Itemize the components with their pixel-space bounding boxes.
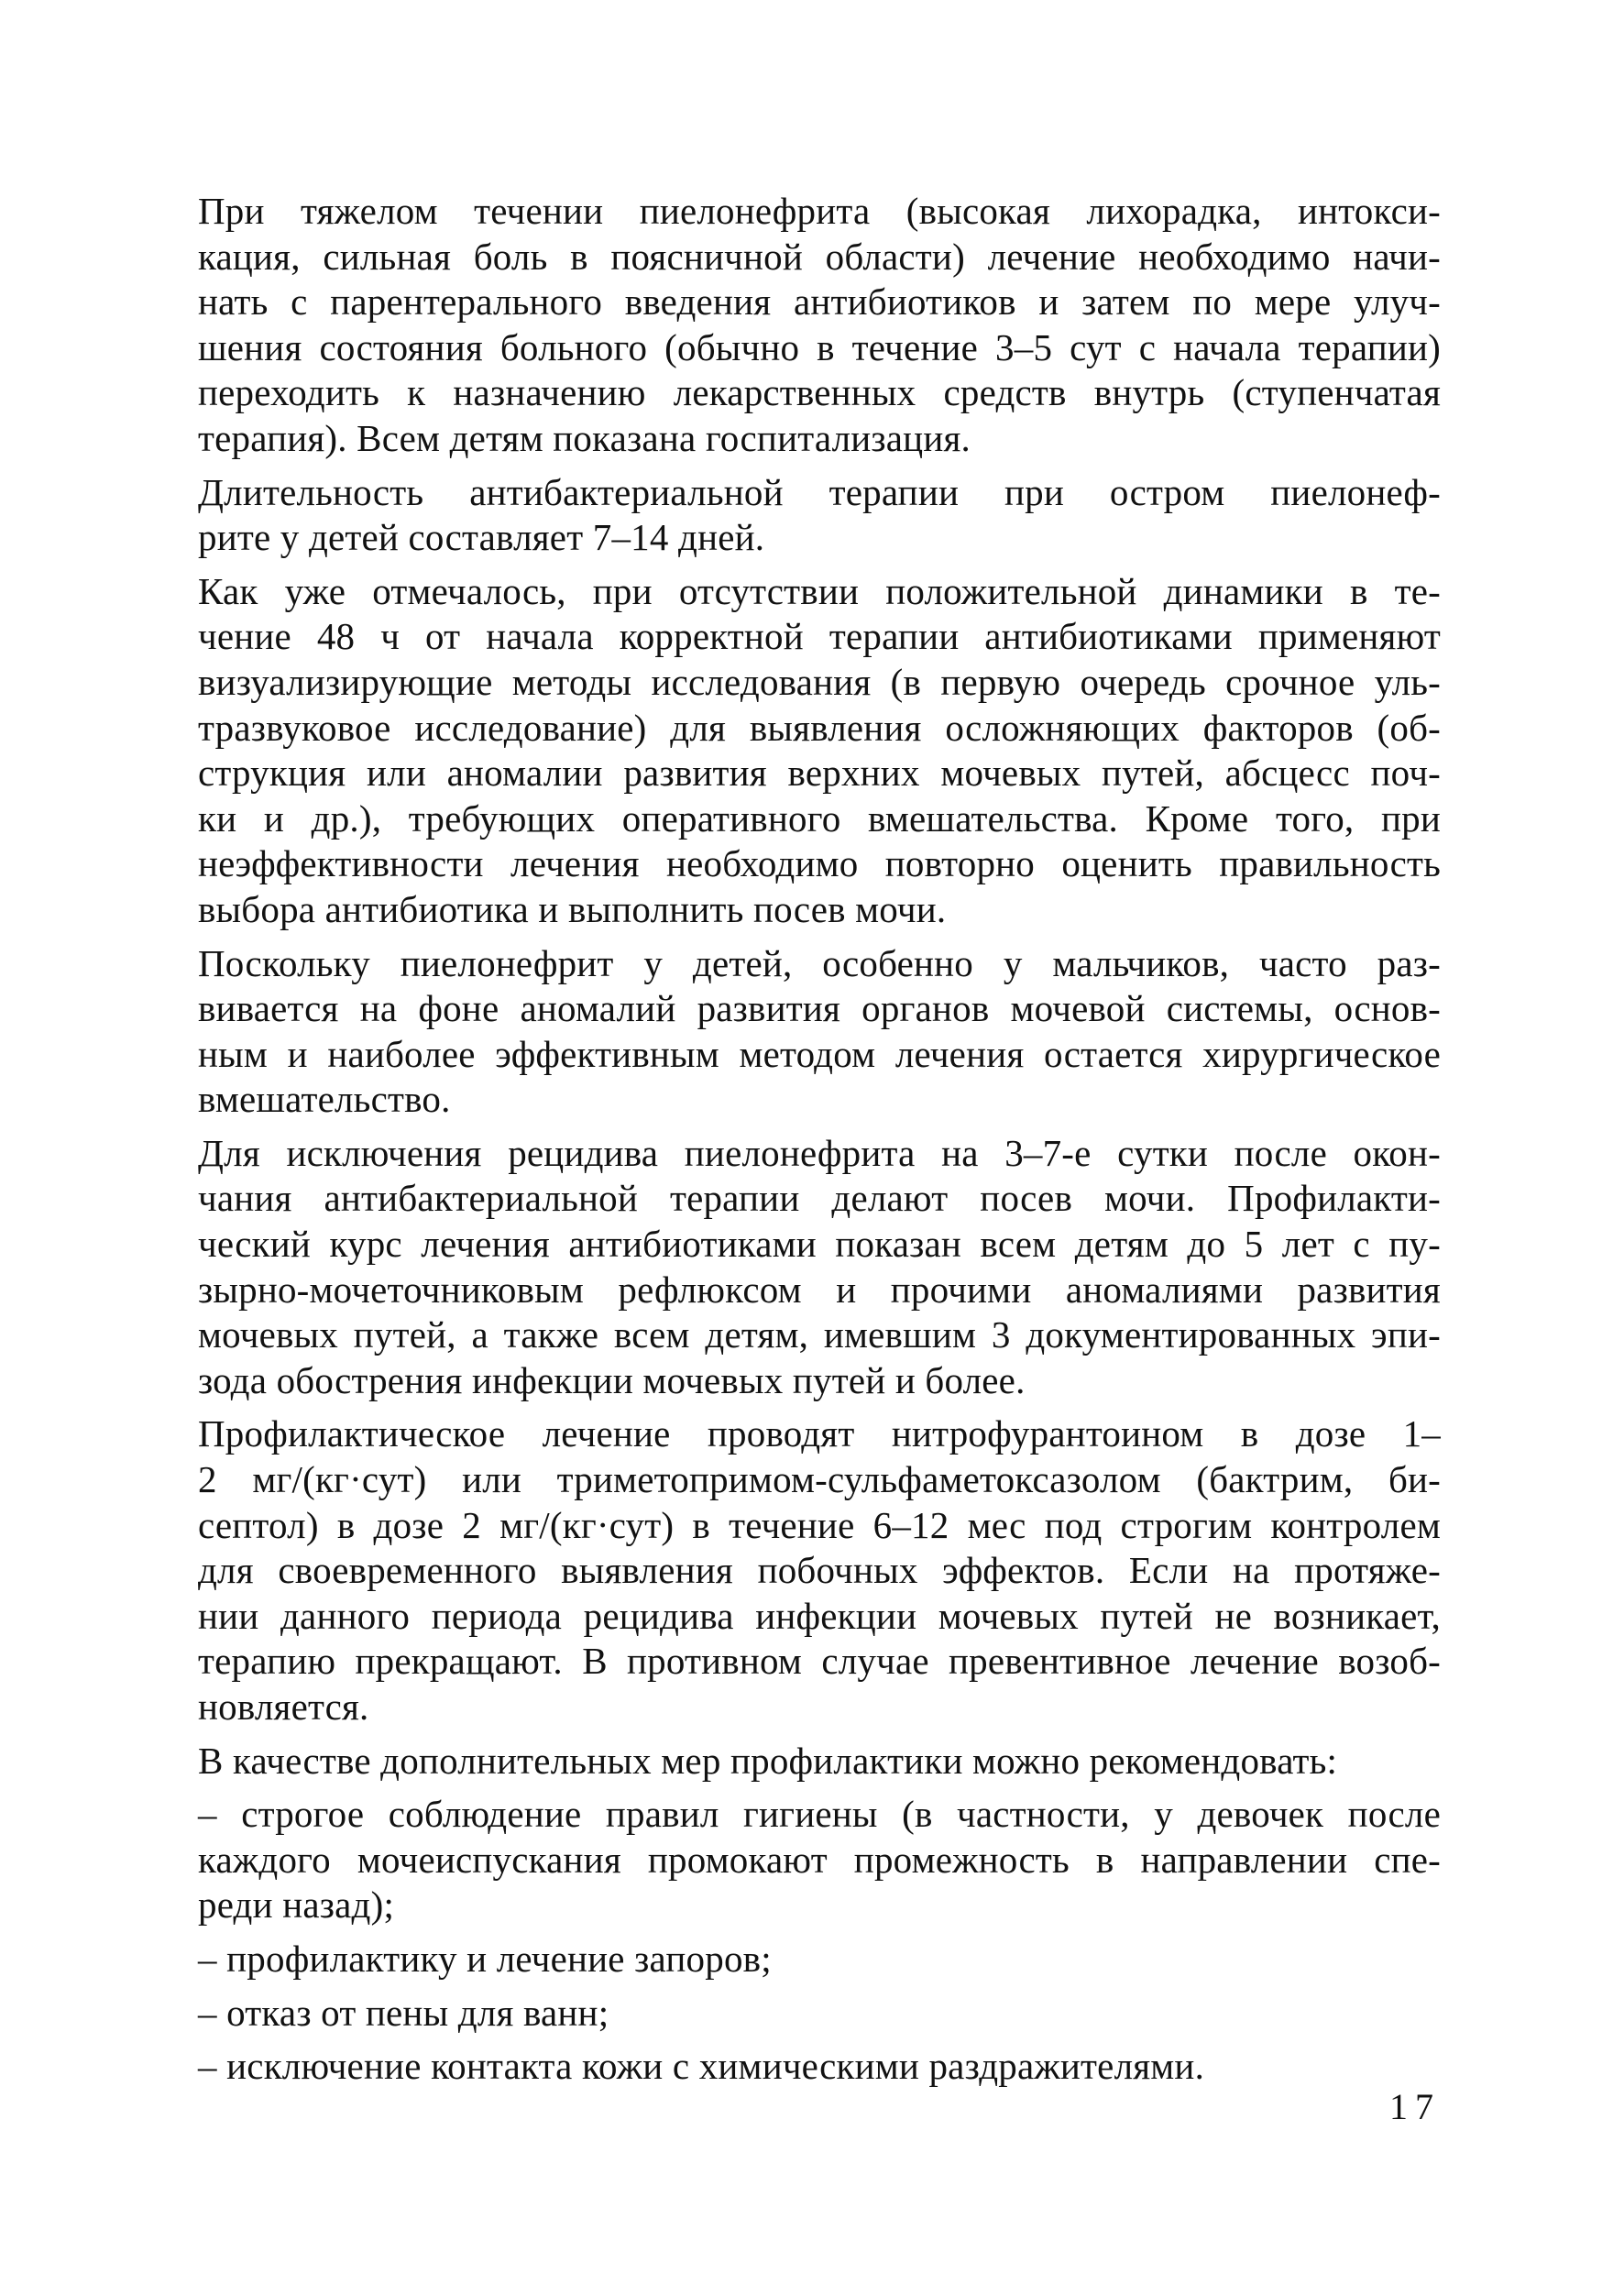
text-line: – исключение контакта кожи с химическими раздражителями.: [198, 2045, 1205, 2088]
paragraph: [198, 1411, 1441, 1729]
text-line: визуализирующие методы исследования (в первую очередь срочное уль-: [198, 660, 1441, 703]
text-line: кация, сильная боль в поясничной области) лечение необходимо начи-: [198, 235, 1441, 278]
text-line: нать с парентерального введения антибиотиков и затем по мере улуч-: [198, 280, 1441, 324]
text-line: рите у детей составляет 7–14 дней.: [198, 516, 765, 559]
text-line: шения состояния больного (обычно в течение 3–5 сут с начала терапии): [198, 325, 1441, 368]
text-line: струкция или аномалии развития верхних мочевых путей, абсцесс поч-: [198, 752, 1441, 795]
paragraph: [198, 1792, 1441, 1928]
paragraph: [198, 1739, 1441, 1784]
text-line: Для исключения рецидива пиелонефрита на 3–7-е сутки после окон-: [198, 1131, 1441, 1174]
paragraph: [198, 1991, 1441, 2037]
text-line: выбора антибиотика и выполнить посев мочи.: [198, 887, 947, 930]
paragraph: [198, 2044, 1441, 2090]
text-line: неэффективности лечения необходимо повторно оценить правильность: [198, 842, 1441, 885]
text-line: – строгое соблюдение правил гигиены (в частности, у девочек после: [198, 1793, 1441, 1836]
paragraph: [198, 1937, 1441, 1982]
text-line: зырно-мочеточниковым рефлюксом и прочими аномалиями развития: [198, 1268, 1441, 1311]
text-line: вивается на фоне аномалий развития органов мочевой системы, основ-: [198, 987, 1441, 1030]
body-text: [198, 189, 1441, 2098]
text-line: чение 48 ч от начала корректной терапии антибиотиками применяют: [198, 615, 1441, 658]
paragraph: [198, 470, 1441, 561]
text-line: вмешательство.: [198, 1078, 451, 1121]
text-line: Длительность антибактериальной терапии при остром пиелонеф-: [198, 470, 1441, 513]
text-line: ки и др.), требующих оперативного вмешательства. Кроме того, при: [198, 796, 1441, 840]
paragraph: [198, 569, 1441, 933]
text-line: Поскольку пиелонефрит у детей, особенно у мальчиков, часто раз-: [198, 941, 1441, 984]
text-line: терапия). Всем детям показана госпитализация.: [198, 416, 971, 459]
text-line: для своевременного выявления побочных эффектов. Если на протяже-: [198, 1549, 1441, 1592]
text-line: – отказ от пены для ванн;: [198, 1991, 609, 2034]
text-line: септол) в дозе 2 мг/(кг·сут) в течение 6–12 мес под строгим контролем: [198, 1503, 1441, 1546]
text-line: зода обострения инфекции мочевых путей и более.: [198, 1358, 1026, 1401]
paragraph: [198, 189, 1441, 462]
text-line: ным и наиболее эффективным методом лечения остается хирургическое: [198, 1032, 1441, 1075]
text-line: В качестве дополнительных мер профилактики можно рекомендовать:: [198, 1739, 1338, 1782]
paragraph: [198, 941, 1441, 1123]
text-line: реди назад);: [198, 1883, 395, 1927]
text-line: Профилактическое лечение проводят нитрофурантоином в дозе 1–: [198, 1412, 1441, 1455]
paragraph: [198, 1131, 1441, 1404]
text-line: мочевых путей, а также всем детям, имевшим 3 документированных эпи-: [198, 1313, 1441, 1356]
text-line: терапию прекращают. В противном случае превентивное лечение возоб-: [198, 1640, 1441, 1683]
text-line: ческий курс лечения антибиотиками показан всем детям до 5 лет с пу-: [198, 1223, 1441, 1266]
text-line: новляется.: [198, 1686, 369, 1728]
text-line: переходить к назначению лекарственных средств внутрь (ступенчатая: [198, 371, 1441, 414]
text-line: чания антибактериальной терапии делают посев мочи. Профилакти-: [198, 1177, 1441, 1220]
text-line: Как уже отмечалось, при отсутствии положительной динамики в те-: [198, 569, 1441, 612]
text-line: тразвуковое исследование) для выявления осложняющих факторов (об-: [198, 706, 1441, 749]
page-number: 17: [1389, 2086, 1441, 2127]
text-line: При тяжелом течении пиелонефрита (высокая лихорадка, интокси-: [198, 190, 1441, 232]
text-line: – профилактику и лечение запоров;: [198, 1937, 772, 1980]
text-line: 2 мг/(кг·сут) или триметопримом-сульфаметоксазолом (бактрим, би-: [198, 1458, 1441, 1501]
text-line: нии данного периода рецидива инфекции мочевых путей не возникает,: [198, 1594, 1441, 1637]
text-line: каждого мочеиспускания промокают промежность в направлении спе-: [198, 1838, 1441, 1881]
